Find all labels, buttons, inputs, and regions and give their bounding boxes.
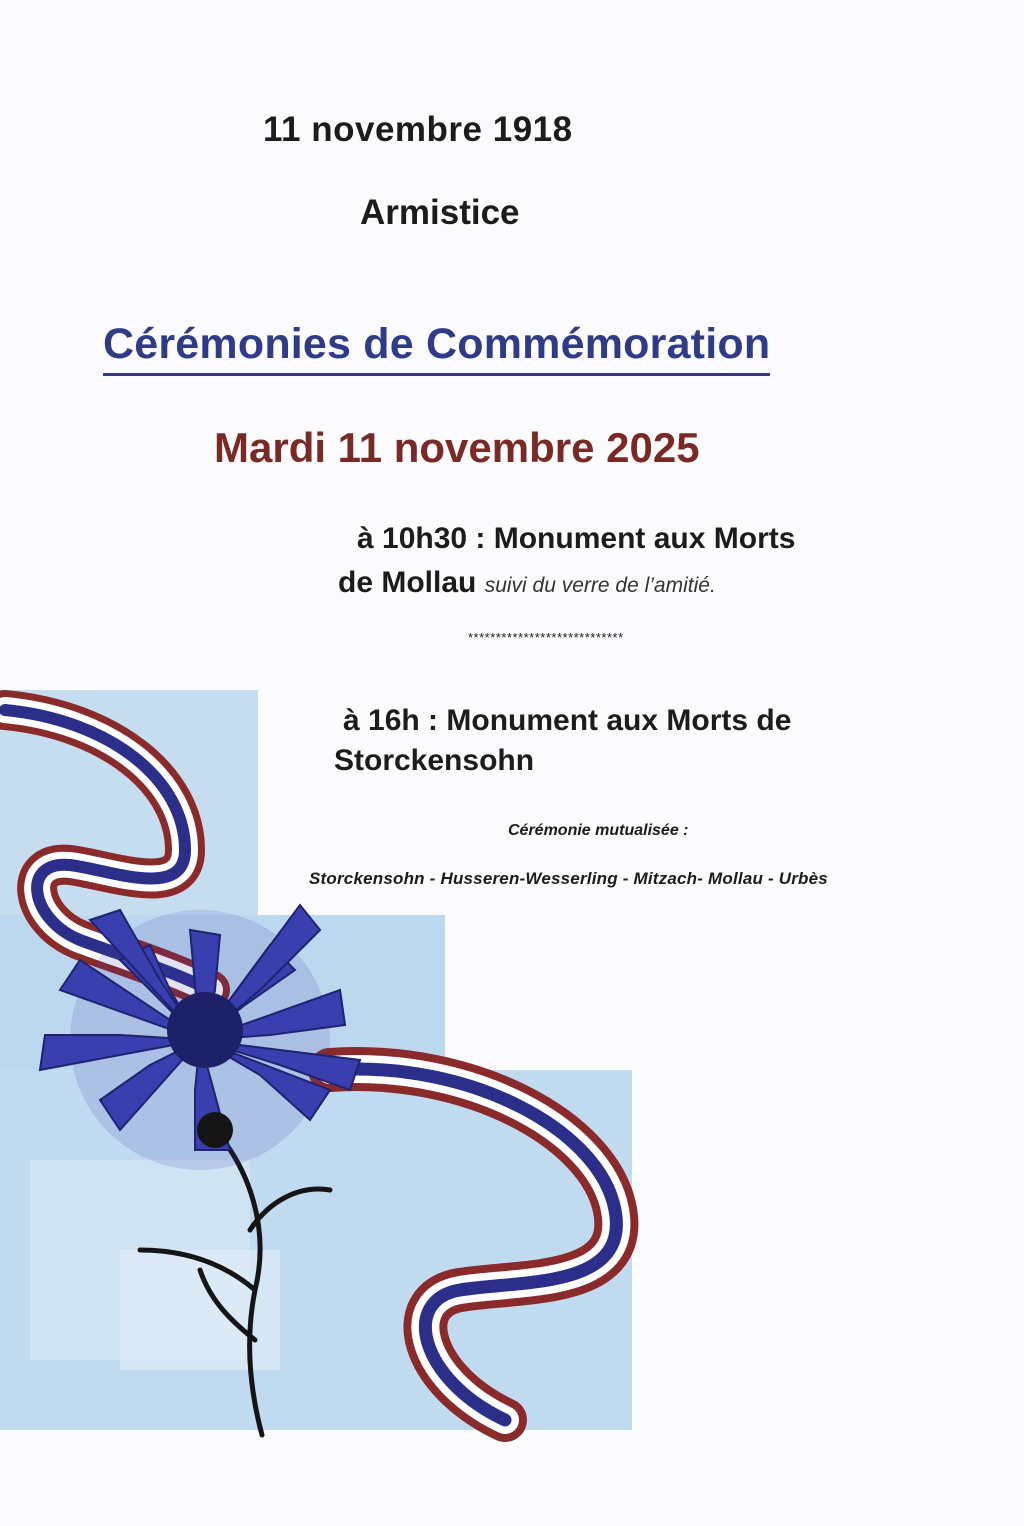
event-date: Mardi 11 novembre 2025 bbox=[214, 424, 700, 471]
first-ceremony-note: suivi du verre de l’amitié. bbox=[484, 574, 716, 597]
first-ceremony-place-continued bbox=[338, 566, 716, 600]
second-ceremony-town: Storckensohn bbox=[334, 744, 535, 777]
cornflower-tricolor-ribbon-icon bbox=[0, 690, 640, 1450]
armistice-label: Armistice bbox=[360, 193, 520, 232]
first-ceremony-town: de Mollau bbox=[338, 566, 477, 599]
separator-stars: **************************** bbox=[468, 630, 624, 645]
second-ceremony-time-place: à 16h : Monument aux Morts de bbox=[343, 704, 792, 737]
mutual-ceremony-label: Cérémonie mutualisée : bbox=[508, 822, 689, 839]
page-title: Cérémonies de Commémoration bbox=[103, 320, 770, 376]
first-ceremony-time-place: à 10h30 : Monument aux Morts bbox=[357, 522, 796, 555]
armistice-date: 11 novembre 1918 bbox=[263, 110, 573, 149]
communes-list: Storckensohn - Husseren-Wesserling - Mitzach- Mollau - Urbès bbox=[309, 869, 828, 888]
